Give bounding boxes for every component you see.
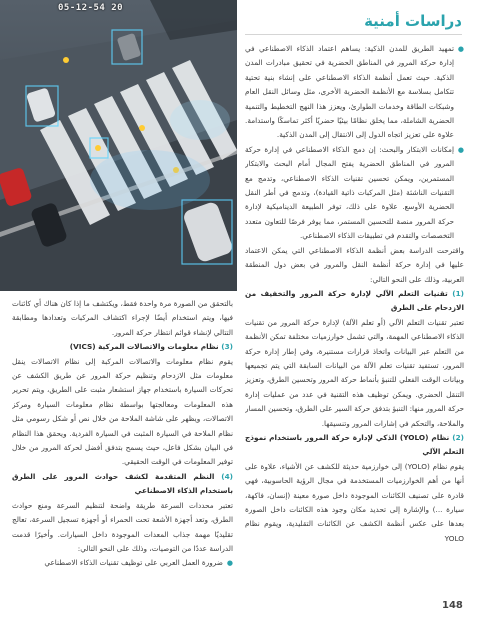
traffic-crosswalk-photo — [0, 0, 237, 291]
article-column-right — [245, 42, 464, 597]
paragraph: إمكانات الابتكار والبحث: إن دمج الذكاء الاصطناعي في إدارة حركة المرور في المناطق الحضرية يفتح المجال أمام البحث والابتكار المستمرين، ويمكن تحسين تقنيات الذكاء الاصطناعي، وتدمج مع التقنيات الناشئة (مثل المركبات ذاتية القيادة)، وتدمج في أطر النقل الحضرية الأوسع. علاوة على ذلك، توفر الطبيعة الديناميكية لإدارة حركة المرور منصة للتحسين المستمر، مما يوفر فرصًا للتعاون متعدد التخصصات والتقدم في تطبيقات الذكاء الاصطناعي. — [245, 144, 454, 241]
subheading-text: النظم المتقدمة لكشف حوادث المرور على الطرق باستخدام الذكاء الاصطناعي — [12, 471, 233, 496]
paragraph: يقوم نظام (YOLO) إلى خوارزمية حديثة للكشف عن الأشياء، علاوة على أنها من أهم الخوارزميات المستخدمة في مجال الرؤية الحاسوبية، فهي قادرة على تصنيف الكائنات الموجودة داخل صورة معينة (إنسان، فاكهة، سيارة ...) والإشارة إلى تحديد مكان وجود هذه الكائنات داخل الصورة بعدها على عكس أنظمة الكشف عن الكائنات التقليدية، ويقوم نظام YOLO — [245, 461, 464, 543]
subheading-number: (1) — [452, 288, 464, 298]
section-title: دراسات أمنية — [364, 12, 462, 30]
subheading-number: (2) — [452, 432, 464, 442]
paragraph: ضرورة العمل العربي على توظيف تقنيات الذكاء الاصطناعي — [44, 558, 223, 568]
bullet-icon: ● — [226, 559, 233, 568]
subheading-number: (3) — [221, 342, 233, 352]
bullet-icon: ● — [457, 145, 464, 154]
subheading — [12, 470, 233, 499]
subheading-text: نظام (YOLO) الذكي لإدارة حركة المرور باستخدام نموذج التعلم الآلي — [245, 432, 464, 457]
subheading — [245, 431, 464, 460]
subheading-text: نظام معلومات والاتصالات المركبة (VICS) — [69, 342, 219, 352]
subheading-text: تقنيات التعلم الآلي لإدارة حركة المرور والتخفيف من الازدحام على الطرق — [245, 288, 464, 313]
photo-scene — [0, 0, 237, 291]
list-item — [245, 143, 464, 244]
page-number: 148 — [442, 600, 463, 611]
paragraph: بالتحقق من الصورة مرة واحدة فقط، ويكتشف ما إذا كان هناك أي كائنات فيها، ويتم استخدام أيضًا لإجراء اكتشاف المركبات وتعدادها ومطابقة التتالي لإنشاء قوائم انتظار حركة المرور. — [12, 299, 233, 337]
photo-timestamp: 05-12-54 20 — [58, 3, 124, 13]
subheading — [245, 287, 464, 316]
paragraph: واقترحت الدراسة بعض أنظمة الذكاء الاصطناعي التي يمكن الاعتماد عليها في إدارة حركة أنظمة النقل والمرور في بعض دول المنطقة العربية، وذلك على النحو التالي: — [245, 245, 464, 284]
paragraph: تعتبر محددات السرعة طريقة واضحة لتنظيم السرعة ومنع حوادث الطرق، وتعد أجهزة الأشعة تحت الحمراء أو أجهزة تسجيل السرعة، تعالج تقليديًا مهمة جذاب المعدات الموجودة داخل السيارات. وأخيرًا قدمت الدراسة عددًا من التوصيات، وذلك على النحو التالي: — [12, 500, 233, 553]
list-item — [245, 42, 464, 143]
title-divider — [245, 34, 462, 35]
paragraph: يقوم نظام معلومات والاتصالات المركبة إلى نظام الاتصالات ينقل معلومات مثل الازدحام وتنظيم حركة المرور عن طريق الكشف عن تحركات السيارة باستخدام جهاز استشعار مثبت على الطريق، ويتم تحرير هذه المعلومات ومعالجتها بواسطة نظام معلومات السيارة ومركز الاتصالات، ويظهر على شاشة الملاحة من خلال نص أو شكل رسومي مثل نظام الملاحة في السيارة المثبت في السيارة الفردية. ويحقق هذا النظام في البيان بشكل فاعل، حيث يسمح بتدفق أفضل لحركة المرور من خلال توفير المعلومات في الوقت الحقيقي. — [12, 356, 233, 467]
paragraph: تعتبر تقنيات التعلم الآلي (أو تعلم الآلة) لإدارة حركة المرور من تقنيات الذكاء الاصطناعي المهمة، والتي تشمل خوارزميات مختلفة تمكن الأنظمة من التعلم عبر البيانات واتخاذ قرارات مستنيرة، وفي إطار إدارة حركة المرور، تستفيد تقنيات تعلم الآلة من البيانات السابقة التي يتم تجميعها وبيانات الوقت الفعلي للتنبؤ بأنماط حركة المرور وتحسين الطرق، وتعزيز التنقل الحضري. ويمكن توظيف هذه التقنية في عدد من عمليات إدارة حركة المرور منها: التنبؤ بتدفق حركة السير على الطرق، وتحسين المسار والملاحة، والتحكم في إشارات المرور وتنسيقها. — [245, 317, 464, 428]
subheading-number: (4) — [221, 471, 233, 481]
bullet-icon: ● — [457, 45, 464, 53]
article-column-left — [12, 297, 233, 597]
paragraph: تمهيد الطريق للمدن الذكية: يساهم اعتماد الذكاء الاصطناعي في إدارة حركة المرور في المناطق الحضرية في تحقيق مبادرات المدن الذكية. حيث تعمل أنظمة الذكاء الاصطناعي على إنشاء بنية تحتية تتكامل بسلاسة مع الأنظمة الحضرية الأخرى، مثل وسائل النقل العام وشبكات الطاقة وخدمات الطوارئ، ويعزز هذا النهج التخطيط والتنمية الحضرية الشاملة، مما يخلق نظامًا بيئيًا حضريًا أكثر تماسكًا واستدامة. علاوة على تعزيز اتجاه الدول إلى الانتقال إلى المدن الذكية. — [245, 44, 454, 140]
subheading — [12, 340, 233, 354]
list-item — [12, 556, 233, 570]
